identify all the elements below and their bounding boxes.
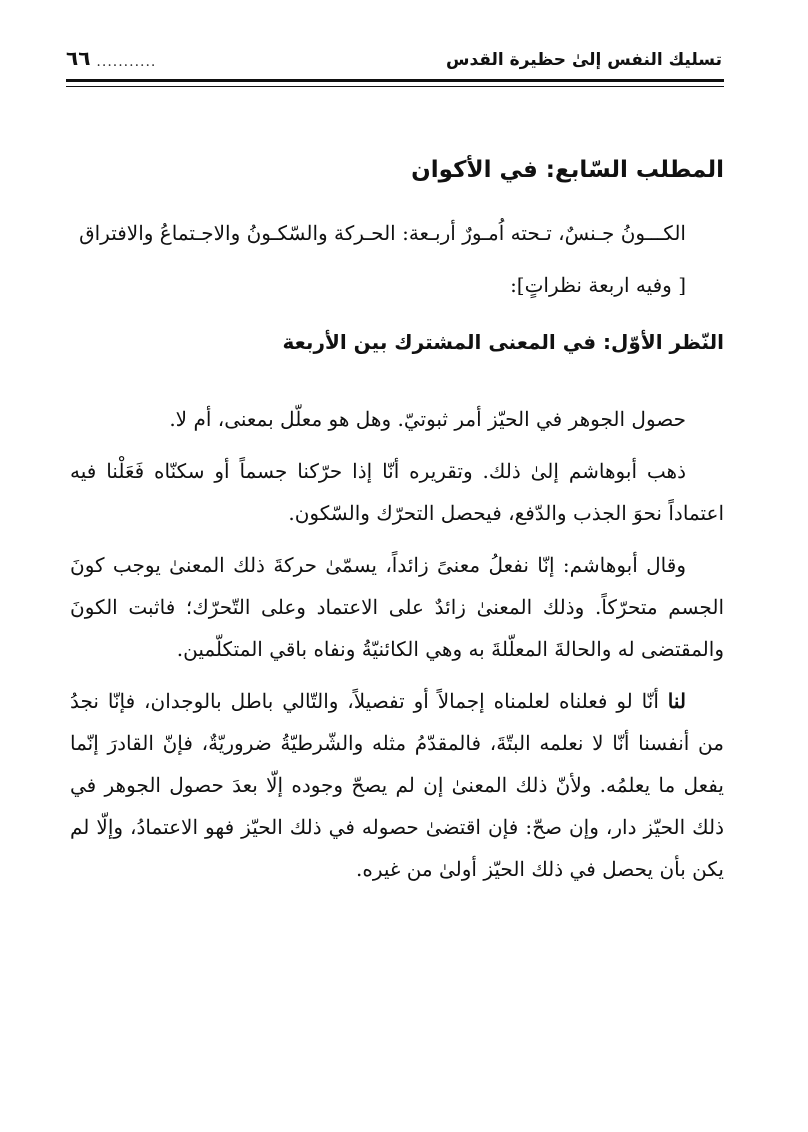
running-header <box>66 40 722 70</box>
paragraph-2: [ وفيه اربعة نظراتٍ]: <box>510 273 686 297</box>
paragraph-5: وقال أبوهاشم: إنّا نفعلُ معنىً زائداً، يسمّىٰ حركةَ ذلك المعنىٰ يوجب كونَ الجسم متحرّكاً. وذلك المعنىٰ زائدٌ على الاعتماد وعلى التّحرّك؛ فاثبت الكونَ والمقتضى له والحالةَ المعلّلةَ به وهي الكائنيّةُ ونفاه باقي المتكلّمين. <box>70 553 724 661</box>
section-heading: المطلب السّابع: في الأكوان <box>411 157 724 183</box>
paragraph-3: حصول الجوهر في الحيّز أمر ثبوتيّ. وهل هو معلّل بمعنى، أم لا. <box>169 407 686 431</box>
page-number: ٦٦ <box>66 46 91 70</box>
header-page-marker <box>66 46 156 70</box>
paragraph-6-lead: لنا <box>667 689 686 713</box>
paragraph-4: ذهب أبوهاشم إلىٰ ذلك. وتقريره أنّا إذا حرّكنا جسماً أو سكنّاه فَعَلْنا فيه اعتماداً نحوَ الجذب والدّفع، فيحصل التحرّك والسّكون. <box>70 459 724 525</box>
paragraph-6-text: أنّا لو فعلناه لعلمناه إجمالاً أو تفصيلاً، والتّالي باطل بالوجدان، فإنّا نجدُ من أنفسنا أنّا لا نعلمه البتّةَ، فالمقدّمُ مثله والشّرطيّةُ ضروريّةٌ، فإنّ القادرَ إنّما يفعل ما يعلمُه. ولأنّ ذلك المعنىٰ إن لم يصحّ وجوده إلّا بعدَ حصول الجوهر في ذلك الحيّز دار، وإن صحّ: فإن اقتضىٰ حصوله في ذلك الحيّز فهو الاعتمادُ، وإلّا لم يكن بأن يحصل في ذلك الحيّز أولىٰ من غيره. <box>70 689 725 881</box>
header-rule-thin <box>66 86 724 87</box>
header-rule-thick <box>66 79 724 82</box>
paragraph-6 <box>70 680 724 890</box>
header-dots: ........... <box>96 54 157 70</box>
subheading: النّظر الأوّل: في المعنى المشترك بين الأربعة <box>282 330 724 354</box>
running-title: تسليك النفس إلىٰ حظيرة القدس <box>446 50 722 70</box>
page-body <box>70 150 724 890</box>
paragraph-1: الكـــونُ جـنسٌ، تـحته اُمـورٌ أربـعة: الحـركة والسّكـونُ والاجـتماعُ والافتراق <box>79 221 686 245</box>
